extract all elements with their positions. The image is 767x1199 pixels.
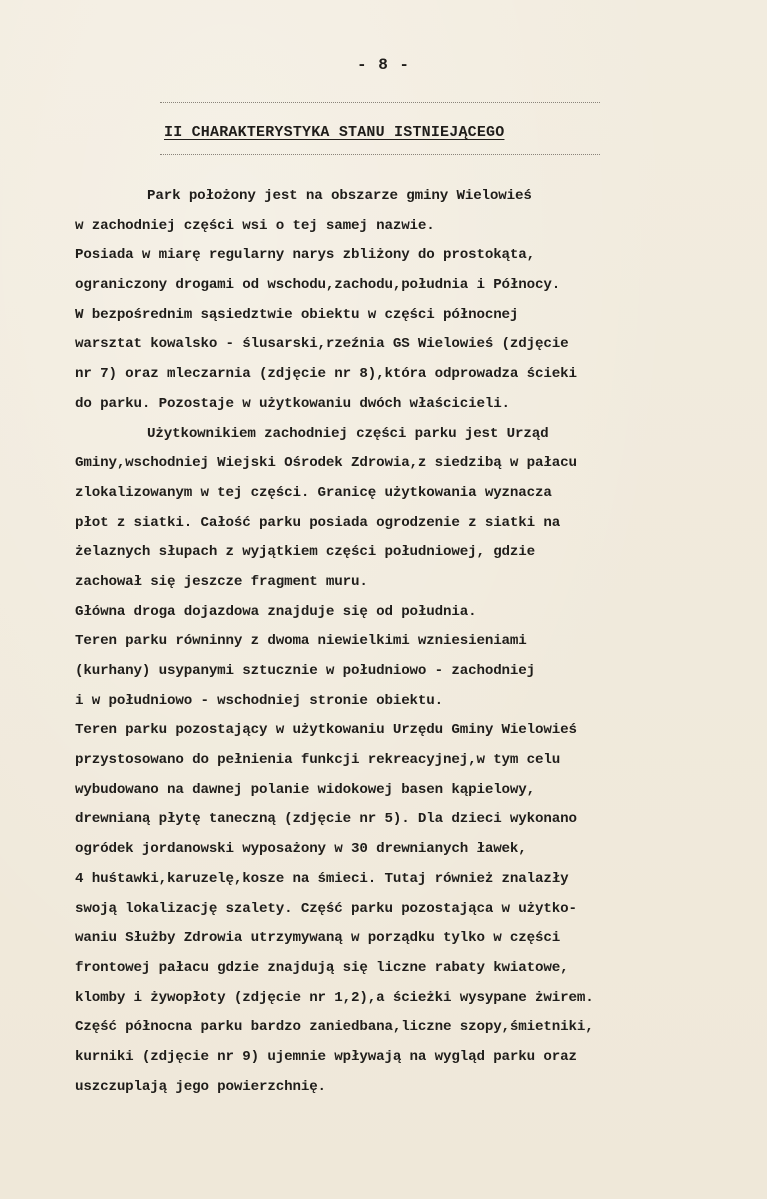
- text-line: do parku. Pozostaje w użytkowaniu dwóch właścicieli.: [75, 395, 510, 412]
- text-line: przystosowano do pełnienia funkcji rekreacyjnej,w tym celu: [75, 752, 561, 769]
- text-line: Użytkownikiem zachodniej części parku jest Urząd: [147, 425, 549, 442]
- text-line: w zachodniej części wsi o tej samej nazwie.: [75, 217, 435, 234]
- text-line: W bezpośrednim sąsiedztwie obiektu w części północnej: [75, 306, 519, 323]
- text-line: żelaznych słupach z wyjątkiem części południowej, gdzie: [75, 544, 536, 561]
- text-line: Część północna parku bardzo zaniedbana,liczne szopy,śmietniki,: [75, 1019, 594, 1036]
- text-line: Główna droga dojazdowa znajduje się od południa.: [75, 603, 477, 620]
- text-line: zachował się jeszcze fragment muru.: [75, 573, 368, 590]
- text-line: Teren parku równinny z dwoma niewielkimi wzniesieniami: [75, 633, 527, 650]
- text-line: ograniczony drogami od wschodu,zachodu,południa i Północy.: [75, 277, 561, 294]
- top-dotted-rule: [160, 102, 600, 103]
- text-line: zlokalizowanym w tej części. Granicę użytkowania wyznacza: [75, 484, 552, 501]
- text-line: kurniki (zdjęcie nr 9) ujemnie wpływają na wygląd parku oraz: [75, 1048, 577, 1065]
- text-line: płot z siatki. Całość parku posiada ogrodzenie z siatki na: [75, 514, 561, 531]
- text-line: Park położony jest na obszarze gminy Wielowieś: [147, 188, 532, 204]
- text-line: drewnianą płytę taneczną (zdjęcie nr 5). Dla dzieci wykonano: [75, 811, 577, 828]
- text-line: uszczuplają jego powierzchnię.: [75, 1078, 326, 1095]
- text-line: Gminy,wschodniej Wiejski Ośrodek Zdrowia,z siedzibą w pałacu: [75, 455, 577, 472]
- section-heading: II CHARAKTERYSTYKA STANU ISTNIEJĄCEGO: [164, 124, 505, 141]
- text-line: ogródek jordanowski wyposażony w 30 drewnianych ławek,: [75, 841, 527, 858]
- text-line: (kurhany) usypanymi sztucznie w południowo - zachodniej: [75, 663, 536, 679]
- text-line: Posiada w miarę regularny narys zbliżony do prostokąta,: [75, 247, 536, 264]
- heading-dotted-rule: [160, 154, 600, 155]
- text-line: i w południowo - wschodniej stronie obiektu.: [75, 692, 444, 709]
- text-line: 4 huśtawki,karuzelę,kosze na śmieci. Tutaj również znalazły: [75, 870, 569, 887]
- text-line: nr 7) oraz mleczarnia (zdjęcie nr 8),która odprowadza ścieki: [75, 366, 577, 383]
- body-text: [75, 182, 735, 1102]
- page-number: - 8 -: [356, 56, 410, 74]
- text-line: Teren parku pozostający w użytkowaniu Urzędu Gminy Wielowieś: [75, 722, 577, 739]
- text-line: waniu Służby Zdrowia utrzymywaną w porządku tylko w części: [75, 930, 561, 947]
- text-line: wybudowano na dawnej polanie widokowej basen kąpielowy,: [75, 781, 536, 798]
- text-line: frontowej pałacu gdzie znajdują się liczne rabaty kwiatowe,: [75, 959, 569, 976]
- text-line: swoją lokalizację szalety. Część parku pozostająca w użytko-: [75, 900, 577, 917]
- text-line: klomby i żywopłoty (zdjęcie nr 1,2),a ścieżki wysypane żwirem.: [75, 989, 594, 1006]
- text-line: warsztat kowalsko - ślusarski,rzeźnia GS Wielowieś (zdjęcie: [75, 336, 569, 353]
